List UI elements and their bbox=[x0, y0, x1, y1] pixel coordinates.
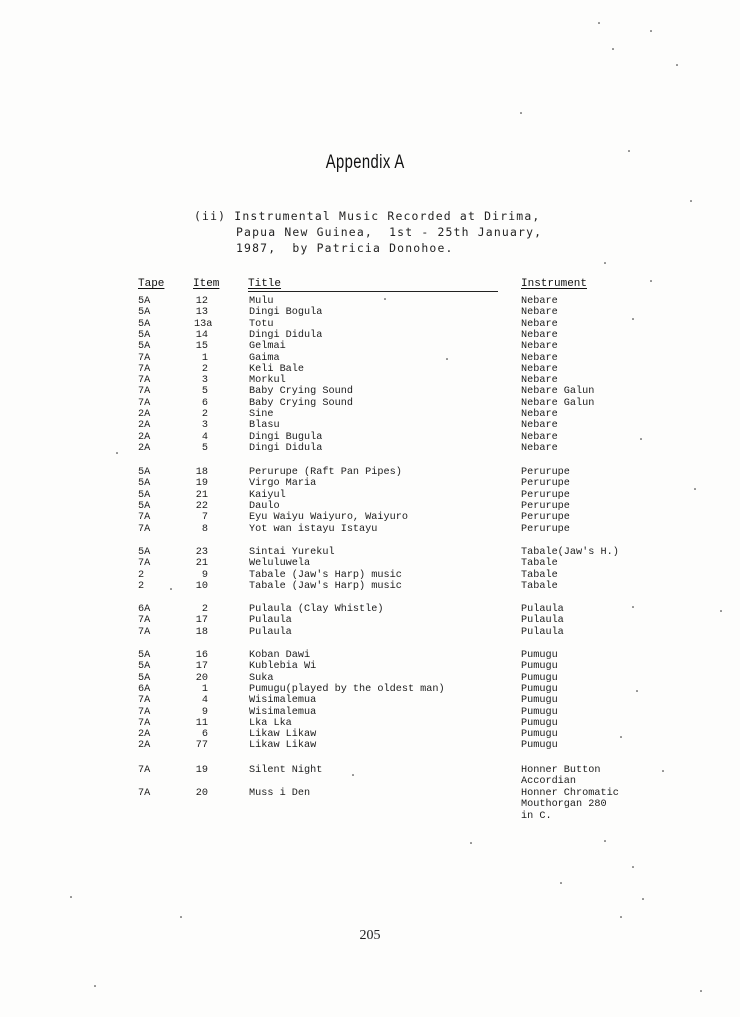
page-number: 205 bbox=[359, 928, 381, 943]
item-cell: 21 bbox=[195, 558, 208, 570]
instrument-cell bbox=[521, 740, 558, 751]
item-cell: 20 bbox=[195, 672, 208, 684]
title-cell: Perurupe (Raft Pan Pipes) bbox=[249, 467, 402, 478]
item-cell: 11 bbox=[195, 717, 208, 729]
instrument-line: Honner Chromatic bbox=[521, 788, 619, 800]
title-cell: Totu bbox=[249, 318, 274, 330]
title-cell: Eyu Waiyu Waiyuro, Waiyuro bbox=[249, 512, 408, 524]
instrument-line: Perurupe bbox=[521, 478, 570, 490]
tape-cell: 5A bbox=[138, 650, 151, 661]
instrument-line: Tabale bbox=[521, 569, 558, 581]
instrument-cell bbox=[521, 432, 558, 443]
instrument-line: Nebare bbox=[521, 409, 558, 420]
instrument-cell bbox=[521, 330, 558, 341]
title-cell: Yot wan istayu Istayu bbox=[249, 523, 378, 535]
instrument-line: Mouthorgan 280 bbox=[521, 799, 607, 811]
item-cell: 2 bbox=[201, 363, 208, 375]
scan-speck bbox=[676, 64, 678, 66]
item-cell: 6 bbox=[201, 397, 208, 409]
item-cell: 9 bbox=[201, 706, 208, 718]
item-cell: 6 bbox=[201, 729, 208, 741]
title-cell: Weluluwela bbox=[249, 558, 311, 570]
item-cell: 2 bbox=[201, 604, 208, 615]
instrument-line: Nebare bbox=[521, 375, 558, 387]
instrument-line: Honner Button bbox=[521, 765, 601, 776]
title-cell: Lka Lka bbox=[249, 717, 292, 729]
instrument-line: Pumugu bbox=[521, 650, 558, 661]
scan-speck bbox=[604, 262, 606, 264]
table-row bbox=[0, 661, 740, 672]
instrument-cell bbox=[521, 398, 594, 409]
table-row bbox=[0, 615, 740, 626]
instrument-cell bbox=[521, 707, 558, 718]
instrument-line: Nebare bbox=[521, 442, 558, 454]
instrument-line: Nebare bbox=[521, 329, 558, 341]
item-cell: 7 bbox=[201, 512, 208, 524]
tape-cell: 5A bbox=[138, 341, 151, 353]
tape-cell: 5A bbox=[138, 329, 151, 341]
title-cell: Tabale (Jaw's Harp) music bbox=[249, 580, 402, 592]
table-row bbox=[0, 729, 740, 740]
title-cell: Suka bbox=[249, 672, 274, 684]
instrument-cell bbox=[521, 512, 570, 523]
instrument-line: Nebare bbox=[521, 341, 558, 353]
instrument-cell bbox=[521, 729, 558, 740]
tape-cell: 2A bbox=[138, 431, 151, 443]
table-row bbox=[0, 364, 740, 375]
scan-speck bbox=[598, 22, 600, 24]
tape-cell: 7A bbox=[138, 363, 151, 375]
instrument-cell bbox=[521, 615, 564, 626]
instrument-line: Pumugu bbox=[521, 672, 558, 684]
tape-cell: 2A bbox=[138, 729, 151, 741]
instrument-cell bbox=[521, 353, 558, 364]
table-row bbox=[0, 490, 740, 501]
item-cell: 18 bbox=[195, 626, 208, 638]
item-cell: 20 bbox=[195, 788, 208, 800]
title-cell: Muss i Den bbox=[249, 788, 311, 800]
scan-speck bbox=[520, 112, 522, 114]
table-row bbox=[0, 558, 740, 569]
item-cell: 23 bbox=[195, 547, 208, 558]
title-cell: Dingi Bugula bbox=[249, 431, 323, 443]
item-cell: 19 bbox=[195, 478, 208, 490]
appendix-heading: Appendix A bbox=[325, 152, 405, 173]
table-row bbox=[0, 707, 740, 718]
item-cell: 3 bbox=[201, 420, 208, 432]
instrument-line: Nebare bbox=[521, 420, 558, 432]
instrument-cell bbox=[521, 604, 564, 615]
item-cell: 5 bbox=[201, 442, 208, 454]
instrument-line: Nebare Galun bbox=[521, 386, 595, 398]
instrument-cell bbox=[521, 307, 558, 318]
table-row bbox=[0, 512, 740, 523]
table-row bbox=[0, 740, 740, 751]
instrument-line: Tabale bbox=[521, 558, 558, 570]
table-row bbox=[0, 570, 740, 581]
item-cell: 12 bbox=[195, 296, 208, 307]
title-cell: Koban Dawi bbox=[249, 650, 311, 661]
item-cell: 17 bbox=[195, 615, 208, 627]
table-row bbox=[0, 296, 740, 307]
table-row bbox=[0, 478, 740, 489]
tape-cell: 5A bbox=[138, 547, 151, 558]
title-cell: Kaiyul bbox=[249, 489, 286, 501]
scan-speck bbox=[650, 30, 652, 32]
title-cell: Dingi Didula bbox=[249, 329, 323, 341]
title-cell: Mulu bbox=[249, 296, 274, 307]
table-row bbox=[0, 650, 740, 661]
tape-cell: 5A bbox=[138, 500, 151, 512]
tape-cell: 6A bbox=[138, 604, 151, 615]
table-row bbox=[0, 765, 740, 788]
tape-cell: 7A bbox=[138, 352, 151, 364]
scan-speck bbox=[70, 896, 72, 898]
instrument-line: Pumugu bbox=[521, 695, 558, 707]
instrument-line: Nebare bbox=[521, 431, 558, 443]
instrument-line: Tabale bbox=[521, 580, 558, 592]
title-cell: Sine bbox=[249, 409, 274, 420]
instrument-cell bbox=[521, 319, 558, 330]
instrument-line: Pulaula bbox=[521, 604, 564, 615]
scan-speck bbox=[604, 840, 606, 842]
table-row bbox=[0, 604, 740, 615]
instrument-line: Pumugu bbox=[521, 683, 558, 695]
instrument-cell bbox=[521, 661, 558, 672]
item-cell: 16 bbox=[195, 650, 208, 661]
table-row bbox=[0, 353, 740, 364]
tape-cell: 5A bbox=[138, 478, 151, 490]
table-row bbox=[0, 524, 740, 535]
table-row bbox=[0, 409, 740, 420]
table-row bbox=[0, 673, 740, 684]
scan-speck bbox=[700, 990, 702, 992]
table-row bbox=[0, 330, 740, 341]
instrument-cell bbox=[521, 684, 558, 695]
item-cell: 13 bbox=[195, 307, 208, 319]
table-row bbox=[0, 398, 740, 409]
instrument-cell bbox=[521, 627, 564, 638]
instrument-cell bbox=[521, 386, 594, 397]
instrument-line: Pumugu bbox=[521, 706, 558, 718]
table-row bbox=[0, 547, 740, 558]
tape-cell: 6A bbox=[138, 683, 151, 695]
instrument-cell bbox=[521, 765, 600, 788]
instrument-cell bbox=[521, 467, 570, 478]
item-cell: 10 bbox=[195, 580, 208, 592]
scan-speck bbox=[94, 985, 96, 987]
item-cell: 4 bbox=[201, 431, 208, 443]
item-cell: 1 bbox=[201, 683, 208, 695]
tape-cell: 2A bbox=[138, 740, 151, 752]
table-row bbox=[0, 718, 740, 729]
item-cell: 18 bbox=[195, 467, 208, 478]
tape-cell: 2A bbox=[138, 420, 151, 432]
item-cell: 3 bbox=[201, 375, 208, 387]
scan-speck bbox=[632, 866, 634, 868]
title-cell: Baby Crying Sound bbox=[249, 397, 353, 409]
instrument-line: Accordian bbox=[521, 776, 577, 788]
instrument-cell bbox=[521, 695, 558, 706]
tape-cell: 2 bbox=[138, 569, 145, 581]
tape-cell: 7A bbox=[138, 375, 151, 387]
scan-speck bbox=[560, 882, 562, 884]
table-row bbox=[0, 467, 740, 478]
item-cell: 4 bbox=[201, 695, 208, 707]
instrument-line: Perurupe bbox=[521, 500, 570, 512]
scan-speck bbox=[650, 280, 652, 282]
table-row bbox=[0, 788, 740, 822]
title-cell: Kublebia Wi bbox=[249, 661, 317, 673]
tape-cell: 7A bbox=[138, 765, 151, 776]
scan-speck bbox=[180, 916, 182, 918]
tape-cell: 5A bbox=[138, 489, 151, 501]
caption-line-1: (ii) Instrumental Music Recorded at Dirima, bbox=[194, 209, 541, 223]
scan-speck bbox=[642, 898, 644, 900]
table-row bbox=[0, 307, 740, 318]
instrument-cell bbox=[521, 443, 558, 454]
item-cell: 1 bbox=[201, 352, 208, 364]
item-cell: 5 bbox=[201, 386, 208, 398]
instrument-cell bbox=[521, 501, 570, 512]
tape-cell: 5A bbox=[138, 307, 151, 319]
instrument-cell bbox=[521, 420, 558, 431]
instrument-line: Pumugu bbox=[521, 661, 558, 673]
instrument-line: Pumugu bbox=[521, 740, 558, 752]
instrument-cell bbox=[521, 375, 558, 386]
instrument-line: Perurupe bbox=[521, 467, 570, 478]
tape-cell: 7A bbox=[138, 386, 151, 398]
tape-cell: 2 bbox=[138, 580, 145, 592]
item-cell: 2 bbox=[201, 409, 208, 420]
title-cell: Gaima bbox=[249, 352, 280, 364]
item-cell: 17 bbox=[195, 661, 208, 673]
item-cell: 22 bbox=[195, 500, 208, 512]
title-cell: Virgo Maria bbox=[249, 478, 317, 490]
table-row bbox=[0, 684, 740, 695]
caption-line-3: 1987, by Patricia Donohoe. bbox=[236, 241, 454, 255]
instrument-line: Pumugu bbox=[521, 717, 558, 729]
column-header-tape: Tape bbox=[138, 278, 165, 290]
title-cell: Wisimalemua bbox=[249, 706, 317, 718]
table-row bbox=[0, 420, 740, 431]
table-row bbox=[0, 341, 740, 352]
tape-cell: 7A bbox=[138, 523, 151, 535]
title-cell: Blasu bbox=[249, 420, 280, 432]
scan-speck bbox=[612, 48, 614, 50]
instrument-cell bbox=[521, 718, 558, 729]
table-row bbox=[0, 386, 740, 397]
instrument-line: in C. bbox=[521, 810, 552, 822]
title-cell: Sintai Yurekul bbox=[249, 547, 335, 558]
instrument-cell bbox=[521, 409, 558, 420]
instrument-line: Nebare Galun bbox=[521, 397, 595, 409]
table-row bbox=[0, 443, 740, 454]
tape-cell: 7A bbox=[138, 717, 151, 729]
instrument-line: Tabale(Jaw's H.) bbox=[521, 547, 619, 558]
title-cell: Dingi Bogula bbox=[249, 307, 323, 319]
tape-cell: 7A bbox=[138, 706, 151, 718]
tape-cell: 5A bbox=[138, 672, 151, 684]
instrument-cell bbox=[521, 558, 558, 569]
table-caption bbox=[194, 208, 542, 256]
table-row bbox=[0, 581, 740, 592]
title-cell: Pumugu(played by the oldest man) bbox=[249, 683, 445, 695]
title-cell: Gelmai bbox=[249, 341, 286, 353]
instrument-cell bbox=[521, 547, 619, 558]
instrument-cell bbox=[521, 490, 570, 501]
table-row bbox=[0, 375, 740, 386]
title-cell: Morkul bbox=[249, 375, 286, 387]
instrument-line: Nebare bbox=[521, 307, 558, 319]
title-cell: Pulaula bbox=[249, 626, 292, 638]
title-cell: Keli Bale bbox=[249, 363, 305, 375]
item-cell: 9 bbox=[201, 569, 208, 581]
tape-cell: 7A bbox=[138, 626, 151, 638]
instrument-cell bbox=[521, 570, 558, 581]
scan-speck bbox=[470, 842, 472, 844]
instrument-line: Nebare bbox=[521, 296, 558, 307]
item-cell: 8 bbox=[201, 523, 208, 535]
instrument-cell bbox=[521, 673, 558, 684]
title-cell: Wisimalemua bbox=[249, 695, 317, 707]
item-cell: 13a bbox=[194, 318, 213, 330]
scan-speck bbox=[620, 916, 622, 918]
instrument-line: Pulaula bbox=[521, 615, 564, 627]
title-cell: Daulo bbox=[249, 500, 280, 512]
title-cell: Tabale (Jaw's Harp) music bbox=[249, 569, 402, 581]
instrument-cell bbox=[521, 581, 558, 592]
tape-cell: 7A bbox=[138, 512, 151, 524]
item-cell: 14 bbox=[195, 329, 208, 341]
item-cell: 15 bbox=[195, 341, 208, 353]
instrument-line: Nebare bbox=[521, 363, 558, 375]
tape-cell: 2A bbox=[138, 442, 151, 454]
instrument-line: Pulaula bbox=[521, 626, 564, 638]
title-cell: Dingi Didula bbox=[249, 442, 323, 454]
title-cell: Likaw Likaw bbox=[249, 740, 317, 752]
tape-cell: 5A bbox=[138, 661, 151, 673]
table-row bbox=[0, 319, 740, 330]
title-cell: Silent Night bbox=[249, 765, 323, 776]
tape-cell: 5A bbox=[138, 318, 151, 330]
title-cell: Pulaula bbox=[249, 615, 292, 627]
instrument-cell bbox=[521, 364, 558, 375]
tape-cell: 7A bbox=[138, 788, 151, 800]
instrument-line: Perurupe bbox=[521, 489, 570, 501]
tape-cell: 7A bbox=[138, 615, 151, 627]
tape-cell: 7A bbox=[138, 397, 151, 409]
instrument-cell bbox=[521, 296, 558, 307]
tape-cell: 5A bbox=[138, 467, 151, 478]
tape-cell: 7A bbox=[138, 558, 151, 570]
table-row bbox=[0, 432, 740, 443]
column-header-item: Item bbox=[193, 278, 220, 290]
column-header-title: Title bbox=[248, 278, 282, 290]
instrument-line: Perurupe bbox=[521, 512, 570, 524]
scan-speck bbox=[690, 200, 692, 202]
tape-cell: 5A bbox=[138, 296, 151, 307]
tape-cell: 2A bbox=[138, 409, 151, 420]
instrument-line: Perurupe bbox=[521, 523, 570, 535]
instrument-cell bbox=[521, 788, 619, 822]
table-row bbox=[0, 695, 740, 706]
tape-cell: 7A bbox=[138, 695, 151, 707]
item-cell: 77 bbox=[195, 740, 208, 752]
instrument-line: Pumugu bbox=[521, 729, 558, 741]
table-row bbox=[0, 627, 740, 638]
title-cell: Likaw Likaw bbox=[249, 729, 317, 741]
instrument-cell bbox=[521, 524, 570, 535]
caption-line-2: Papua New Guinea, 1st - 25th January, bbox=[236, 225, 543, 239]
table-row bbox=[0, 501, 740, 512]
column-header-instrument: Instrument bbox=[521, 278, 588, 290]
instrument-cell bbox=[521, 478, 570, 489]
item-cell: 19 bbox=[195, 765, 208, 776]
instrument-line: Nebare bbox=[521, 352, 558, 364]
instrument-line: Nebare bbox=[521, 318, 558, 330]
instrument-cell bbox=[521, 650, 558, 661]
instrument-cell bbox=[521, 341, 558, 352]
header-underline bbox=[248, 291, 498, 292]
title-cell: Baby Crying Sound bbox=[249, 386, 353, 398]
item-cell: 21 bbox=[195, 489, 208, 501]
title-cell: Pulaula (Clay Whistle) bbox=[249, 604, 384, 615]
